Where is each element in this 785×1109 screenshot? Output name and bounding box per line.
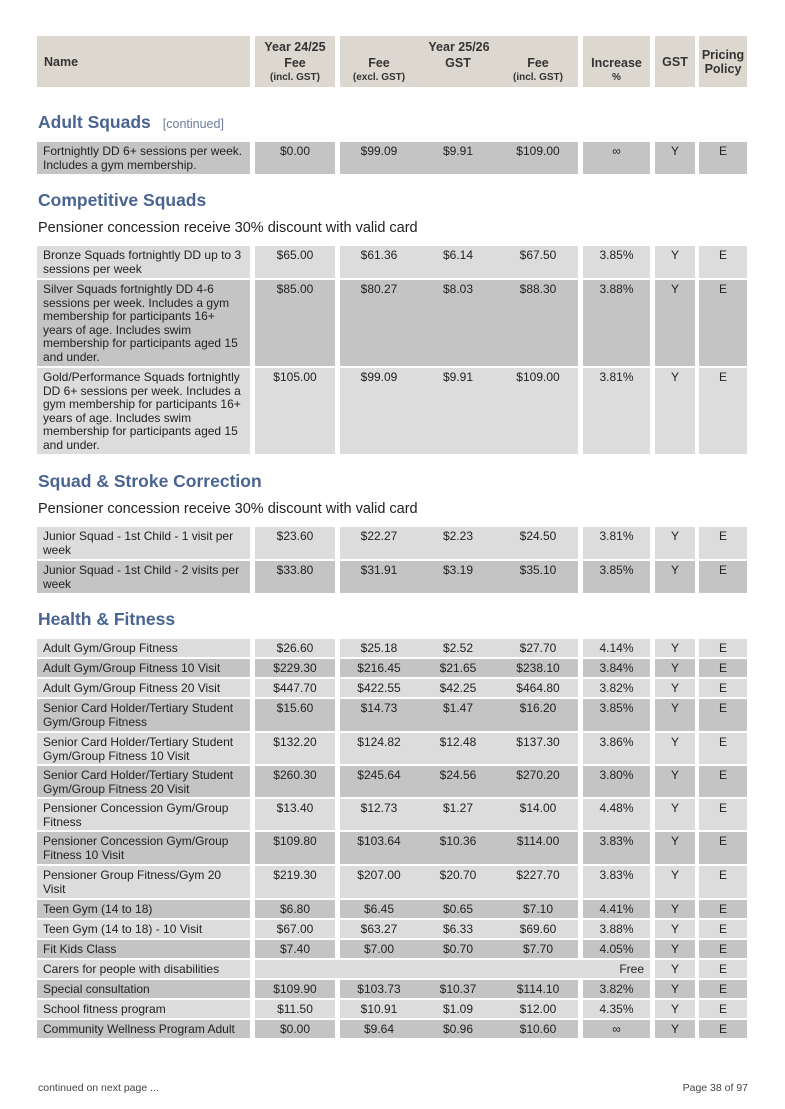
row-fee-incl-gst: $27.70 (498, 639, 578, 657)
section-title-squad-stroke: Squad & Stroke Correction (38, 471, 262, 491)
row-pricing-policy: E (699, 561, 747, 593)
row-pricing-policy: E (699, 639, 747, 657)
row-name: Pensioner Group Fitness/Gym 20 Visit (37, 866, 250, 898)
header-year2526: Year 25/26 (428, 40, 490, 54)
row-pricing-policy: E (699, 733, 747, 764)
row-fee-2425: $260.30 (255, 766, 335, 797)
row-fee-excl-gst: $10.91 (340, 1000, 418, 1018)
table-row (0, 699, 785, 731)
table-row (0, 1000, 785, 1018)
row-pricing-policy: E (699, 920, 747, 938)
row-pricing-policy: E (699, 527, 747, 559)
table-row (0, 527, 785, 559)
row-pricing-policy: E (699, 900, 747, 918)
row-gst-amount: $0.96 (418, 1020, 498, 1038)
row-gst-flag: Y (655, 960, 695, 978)
row-free-value: Free (255, 960, 650, 978)
row-name: Pensioner Concession Gym/Group Fitness (37, 799, 250, 830)
row-name: Bronze Squads fortnightly DD up to 3 sessions per week (37, 246, 250, 278)
table-row (0, 940, 785, 958)
row-increase: 3.83% (583, 866, 650, 898)
row-pricing-policy: E (699, 679, 747, 697)
row-increase: 3.82% (583, 980, 650, 998)
row-pricing-policy: E (699, 1020, 747, 1038)
row-fee-excl-gst: $124.82 (340, 733, 418, 764)
header-year2425: Year 24/25 (264, 40, 326, 54)
row-gst-flag: Y (655, 639, 695, 657)
row-fee-incl-gst: $109.00 (498, 142, 578, 174)
row-gst-amount: $3.19 (418, 561, 498, 593)
row-gst-flag: Y (655, 832, 695, 864)
row-fee-excl-gst: $9.64 (340, 1020, 418, 1038)
header-gst: GST (445, 56, 471, 70)
row-name: Fortnightly DD 6+ sessions per week. Includes a gym membership. (37, 142, 250, 174)
row-fee-incl-gst: $114.10 (498, 980, 578, 998)
row-gst-flag: Y (655, 280, 695, 366)
header-year2425-fee: Fee (284, 56, 306, 70)
section-note-competitive: Pensioner concession receive 30% discount with valid card (38, 220, 418, 236)
row-pricing-policy: E (699, 766, 747, 797)
row-increase: 3.88% (583, 280, 650, 366)
row-fee-incl-gst: $24.50 (498, 527, 578, 559)
row-gst-amount: $0.65 (418, 900, 498, 918)
row-name: Fit Kids Class (37, 940, 250, 958)
row-increase: 3.82% (583, 679, 650, 697)
row-pricing-policy: E (699, 960, 747, 978)
row-gst-amount: $1.09 (418, 1000, 498, 1018)
table-row (0, 733, 785, 764)
row-gst-flag: Y (655, 799, 695, 830)
row-fee-excl-gst: $99.09 (340, 368, 418, 454)
section-title-text: Adult Squads (38, 112, 151, 132)
row-gst-amount: $12.48 (418, 733, 498, 764)
table-row (0, 920, 785, 938)
row-increase: 3.86% (583, 733, 650, 764)
row-increase: 4.05% (583, 940, 650, 958)
row-name: School fitness program (37, 1000, 250, 1018)
row-fee-excl-gst: $12.73 (340, 799, 418, 830)
header-fee-incl-sub: (incl. GST) (513, 72, 563, 83)
row-name: Special consultation (37, 980, 250, 998)
row-fee-2425: $447.70 (255, 679, 335, 697)
table-row (0, 246, 785, 278)
row-gst-flag: Y (655, 679, 695, 697)
row-gst-amount: $6.14 (418, 246, 498, 278)
row-fee-2425: $67.00 (255, 920, 335, 938)
row-fee-2425: $26.60 (255, 639, 335, 657)
header-increase: Increase (591, 56, 642, 70)
header-year2526-cell (340, 36, 578, 87)
table-row (0, 561, 785, 593)
row-increase: 4.14% (583, 639, 650, 657)
row-name: Pensioner Concession Gym/Group Fitness 10 Visit (37, 832, 250, 864)
row-increase: 3.83% (583, 832, 650, 864)
row-fee-excl-gst: $207.00 (340, 866, 418, 898)
row-fee-2425: $219.30 (255, 866, 335, 898)
row-fee-excl-gst: $22.27 (340, 527, 418, 559)
row-fee-incl-gst: $16.20 (498, 699, 578, 731)
row-gst-amount: $9.91 (418, 142, 498, 174)
row-pricing-policy: E (699, 866, 747, 898)
table-row (0, 1020, 785, 1038)
table-row (0, 960, 785, 978)
row-fee-2425: $13.40 (255, 799, 335, 830)
row-name: Senior Card Holder/Tertiary Student Gym/Group Fitness 10 Visit (37, 733, 250, 764)
row-gst-flag: Y (655, 699, 695, 731)
row-name: Gold/Performance Squads fortnightly DD 6+ sessions per week. Includes a gym membership for participants 16+ years of age. Includes swim membership for participants aged 15 and under. (37, 368, 250, 454)
row-gst-flag: Y (655, 733, 695, 764)
footer-continued: continued on next page ... (38, 1082, 159, 1094)
row-gst-flag: Y (655, 368, 695, 454)
row-increase: 3.81% (583, 368, 650, 454)
row-fee-excl-gst: $6.45 (340, 900, 418, 918)
row-name: Adult Gym/Group Fitness 20 Visit (37, 679, 250, 697)
row-gst-amount: $10.36 (418, 832, 498, 864)
row-fee-incl-gst: $238.10 (498, 659, 578, 677)
row-fee-2425: $7.40 (255, 940, 335, 958)
row-fee-excl-gst: $25.18 (340, 639, 418, 657)
header-name-cell (37, 36, 250, 87)
row-fee-2425: $0.00 (255, 142, 335, 174)
row-increase: 3.80% (583, 766, 650, 797)
row-gst-flag: Y (655, 980, 695, 998)
row-fee-2425: $105.00 (255, 368, 335, 454)
row-gst-flag: Y (655, 1000, 695, 1018)
continued-label: [continued] (162, 117, 224, 131)
row-gst-amount: $42.25 (418, 679, 498, 697)
header-increase-cell (583, 36, 650, 87)
row-name: Adult Gym/Group Fitness (37, 639, 250, 657)
row-increase: 3.81% (583, 527, 650, 559)
row-gst-flag: Y (655, 527, 695, 559)
header-year2425-cell (255, 36, 335, 87)
section-title-competitive-squads: Competitive Squads (38, 190, 207, 210)
row-fee-excl-gst: $7.00 (340, 940, 418, 958)
table-row (0, 766, 785, 797)
row-gst-amount: $21.65 (418, 659, 498, 677)
header-increase-sub: % (612, 72, 621, 83)
row-increase: 4.41% (583, 900, 650, 918)
row-pricing-policy: E (699, 799, 747, 830)
row-gst-flag: Y (655, 1020, 695, 1038)
header-policy: Policy (704, 62, 742, 76)
row-increase: 4.48% (583, 799, 650, 830)
section-title-health-fitness: Health & Fitness (38, 609, 176, 629)
header-fee-excl-sub: (excl. GST) (352, 72, 406, 83)
row-name: Teen Gym (14 to 18) - 10 Visit (37, 920, 250, 938)
header-pricing-policy-cell (699, 36, 747, 87)
row-fee-excl-gst: $61.36 (340, 246, 418, 278)
row-gst-amount: $24.56 (418, 766, 498, 797)
row-gst-amount: $1.27 (418, 799, 498, 830)
row-fee-incl-gst: $464.80 (498, 679, 578, 697)
row-pricing-policy: E (699, 246, 747, 278)
row-fee-2425: $33.80 (255, 561, 335, 593)
row-fee-2425: $23.60 (255, 527, 335, 559)
row-fee-incl-gst: $227.70 (498, 866, 578, 898)
row-fee-excl-gst: $103.64 (340, 832, 418, 864)
row-fee-incl-gst: $7.70 (498, 940, 578, 958)
row-gst-amount: $9.91 (418, 368, 498, 454)
row-gst-flag: Y (655, 900, 695, 918)
row-name: Silver Squads fortnightly DD 4-6 sessions per week. Includes a gym membership for participants 16+ years of age. Includes swim membership for participants aged 15 and under. (37, 280, 250, 366)
row-fee-excl-gst: $14.73 (340, 699, 418, 731)
row-increase: 4.35% (583, 1000, 650, 1018)
table-row (0, 679, 785, 697)
row-fee-incl-gst: $35.10 (498, 561, 578, 593)
table-row (0, 799, 785, 830)
table-row (0, 639, 785, 657)
table-row (0, 832, 785, 864)
row-fee-incl-gst: $88.30 (498, 280, 578, 366)
row-gst-amount: $1.47 (418, 699, 498, 731)
section-note-squad: Pensioner concession receive 30% discount with valid card (38, 501, 418, 517)
row-fee-excl-gst: $422.55 (340, 679, 418, 697)
row-name: Junior Squad - 1st Child - 1 visit per week (37, 527, 250, 559)
row-gst-amount: $2.52 (418, 639, 498, 657)
row-fee-2425: $15.60 (255, 699, 335, 731)
row-pricing-policy: E (699, 142, 747, 174)
row-gst-flag: Y (655, 920, 695, 938)
row-increase: 3.85% (583, 246, 650, 278)
table-row (0, 866, 785, 898)
row-pricing-policy: E (699, 1000, 747, 1018)
row-fee-incl-gst: $14.00 (498, 799, 578, 830)
header-fee-incl: Fee (527, 56, 549, 70)
row-pricing-policy: E (699, 699, 747, 731)
header-fee-excl: Fee (368, 56, 390, 70)
row-increase: ∞ (583, 1020, 650, 1038)
row-gst-amount: $10.37 (418, 980, 498, 998)
row-gst-amount: $6.33 (418, 920, 498, 938)
row-name: Teen Gym (14 to 18) (37, 900, 250, 918)
row-fee-2425: $229.30 (255, 659, 335, 677)
table-row (0, 280, 785, 366)
row-fee-incl-gst: $7.10 (498, 900, 578, 918)
row-name: Senior Card Holder/Tertiary Student Gym/Group Fitness (37, 699, 250, 731)
row-fee-2425: $11.50 (255, 1000, 335, 1018)
row-fee-incl-gst: $12.00 (498, 1000, 578, 1018)
row-increase: ∞ (583, 142, 650, 174)
row-gst-flag: Y (655, 940, 695, 958)
row-fee-excl-gst: $99.09 (340, 142, 418, 174)
row-fee-incl-gst: $270.20 (498, 766, 578, 797)
row-fee-incl-gst: $137.30 (498, 733, 578, 764)
row-gst-flag: Y (655, 659, 695, 677)
row-fee-2425: $132.20 (255, 733, 335, 764)
section-title-adult-squads (38, 112, 224, 133)
row-pricing-policy: E (699, 940, 747, 958)
header-year2425-fee-sub: (incl. GST) (270, 72, 320, 83)
row-gst-flag: Y (655, 246, 695, 278)
row-fee-2425: $109.80 (255, 832, 335, 864)
row-gst-amount: $0.70 (418, 940, 498, 958)
row-fee-2425: $109.90 (255, 980, 335, 998)
row-fee-incl-gst: $114.00 (498, 832, 578, 864)
table-row (0, 368, 785, 454)
row-fee-2425: $65.00 (255, 246, 335, 278)
row-fee-excl-gst: $103.73 (340, 980, 418, 998)
row-fee-excl-gst: $245.64 (340, 766, 418, 797)
row-fee-2425: $85.00 (255, 280, 335, 366)
row-name: Community Wellness Program Adult (37, 1020, 250, 1038)
row-increase: 3.85% (583, 699, 650, 731)
table-row (0, 900, 785, 918)
row-fee-2425: $0.00 (255, 1020, 335, 1038)
header-name: Name (44, 55, 79, 69)
footer-page-number: Page 38 of 97 (682, 1082, 748, 1094)
row-name: Carers for people with disabilities (37, 960, 250, 978)
row-name: Adult Gym/Group Fitness 10 Visit (37, 659, 250, 677)
row-gst-flag: Y (655, 866, 695, 898)
header-gst-col-cell (655, 36, 695, 87)
row-gst-amount: $20.70 (418, 866, 498, 898)
row-fee-incl-gst: $69.60 (498, 920, 578, 938)
header-pricing: Pricing (701, 48, 745, 62)
row-pricing-policy: E (699, 368, 747, 454)
header-gst-col: GST (662, 55, 688, 69)
row-name: Senior Card Holder/Tertiary Student Gym/Group Fitness 20 Visit (37, 766, 250, 797)
row-pricing-policy: E (699, 832, 747, 864)
row-increase: 3.85% (583, 561, 650, 593)
row-gst-flag: Y (655, 561, 695, 593)
row-fee-incl-gst: $67.50 (498, 246, 578, 278)
row-pricing-policy: E (699, 980, 747, 998)
row-gst-flag: Y (655, 142, 695, 174)
row-fee-excl-gst: $216.45 (340, 659, 418, 677)
row-gst-amount: $2.23 (418, 527, 498, 559)
row-gst-amount: $8.03 (418, 280, 498, 366)
row-increase: 3.88% (583, 920, 650, 938)
row-pricing-policy: E (699, 280, 747, 366)
row-fee-incl-gst: $109.00 (498, 368, 578, 454)
row-increase: 3.84% (583, 659, 650, 677)
table-row (0, 142, 785, 174)
row-fee-2425: $6.80 (255, 900, 335, 918)
row-gst-flag: Y (655, 766, 695, 797)
row-fee-excl-gst: $63.27 (340, 920, 418, 938)
table-row (0, 980, 785, 998)
table-row (0, 659, 785, 677)
row-pricing-policy: E (699, 659, 747, 677)
row-fee-excl-gst: $31.91 (340, 561, 418, 593)
row-name: Junior Squad - 1st Child - 2 visits per week (37, 561, 250, 593)
row-fee-incl-gst: $10.60 (498, 1020, 578, 1038)
row-fee-excl-gst: $80.27 (340, 280, 418, 366)
